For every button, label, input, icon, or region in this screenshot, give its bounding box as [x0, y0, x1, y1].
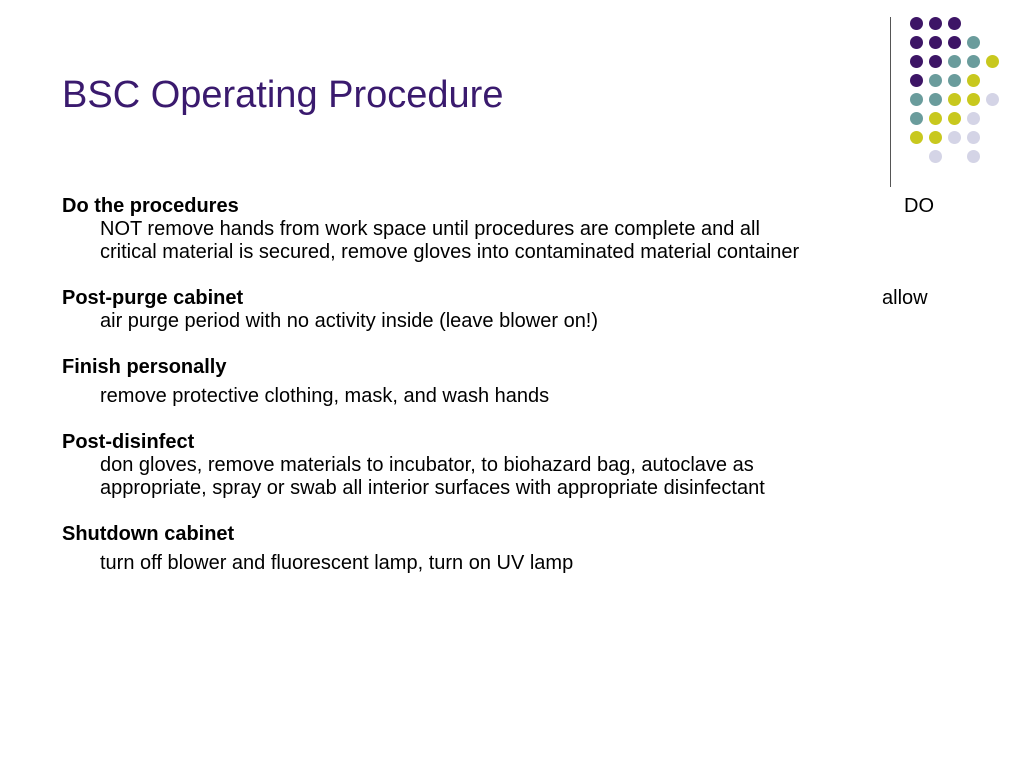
dot: [929, 17, 942, 30]
step-text-line: critical material is secured, remove gloves into contaminated material container: [100, 241, 800, 263]
step-text-line: remove protective clothing, mask, and wash hands: [100, 385, 550, 407]
procedure-step: [62, 431, 952, 500]
dot: [910, 17, 923, 30]
dot: [910, 112, 923, 125]
dot: [929, 150, 942, 163]
dot: [948, 112, 961, 125]
vertical-divider: [890, 17, 891, 187]
step-text-line: appropriate, spray or swab all interior surfaces with appropriate disinfectant: [100, 477, 765, 499]
dot: [910, 74, 923, 87]
slide-title: BSC Operating Procedure: [62, 74, 504, 116]
procedure-step: [62, 356, 952, 408]
dot: [948, 17, 961, 30]
step-lead-word: DO: [904, 195, 934, 217]
dot: [948, 93, 961, 106]
dot: [986, 55, 999, 68]
dot: [910, 55, 923, 68]
step-lead-word: allow: [882, 287, 928, 309]
step-text-line: turn off blower and fluorescent lamp, turn on UV lamp: [100, 552, 574, 574]
dot: [929, 93, 942, 106]
step-text-line: NOT remove hands from work space until procedures are complete and all: [100, 218, 760, 240]
step-label: Do the procedures: [62, 195, 239, 217]
dot: [910, 131, 923, 144]
decorative-dot-grid: [907, 12, 1007, 172]
dot: [910, 93, 923, 106]
step-text-line: don gloves, remove materials to incubator, to biohazard bag, autoclave as: [100, 454, 754, 476]
step-text-line: air purge period with no activity inside (leave blower on!): [100, 310, 599, 332]
procedure-step: [62, 287, 952, 333]
dot: [929, 131, 942, 144]
dot: [948, 131, 961, 144]
dot: [967, 112, 980, 125]
step-label: Post-purge cabinet: [62, 287, 244, 309]
dot: [948, 36, 961, 49]
step-label: Shutdown cabinet: [62, 523, 235, 545]
dot: [929, 112, 942, 125]
dot: [967, 36, 980, 49]
procedure-step: [62, 523, 952, 575]
dot: [948, 55, 961, 68]
dot: [967, 150, 980, 163]
dot: [967, 74, 980, 87]
dot: [986, 93, 999, 106]
procedure-step: [62, 195, 952, 264]
dot: [967, 55, 980, 68]
step-label: Post-disinfect: [62, 431, 195, 453]
dot: [967, 93, 980, 106]
dot: [929, 36, 942, 49]
dot: [929, 74, 942, 87]
dot: [929, 55, 942, 68]
slide-body: [62, 195, 952, 575]
dot: [910, 36, 923, 49]
dot: [967, 131, 980, 144]
dot: [948, 74, 961, 87]
step-label: Finish personally: [62, 356, 227, 378]
